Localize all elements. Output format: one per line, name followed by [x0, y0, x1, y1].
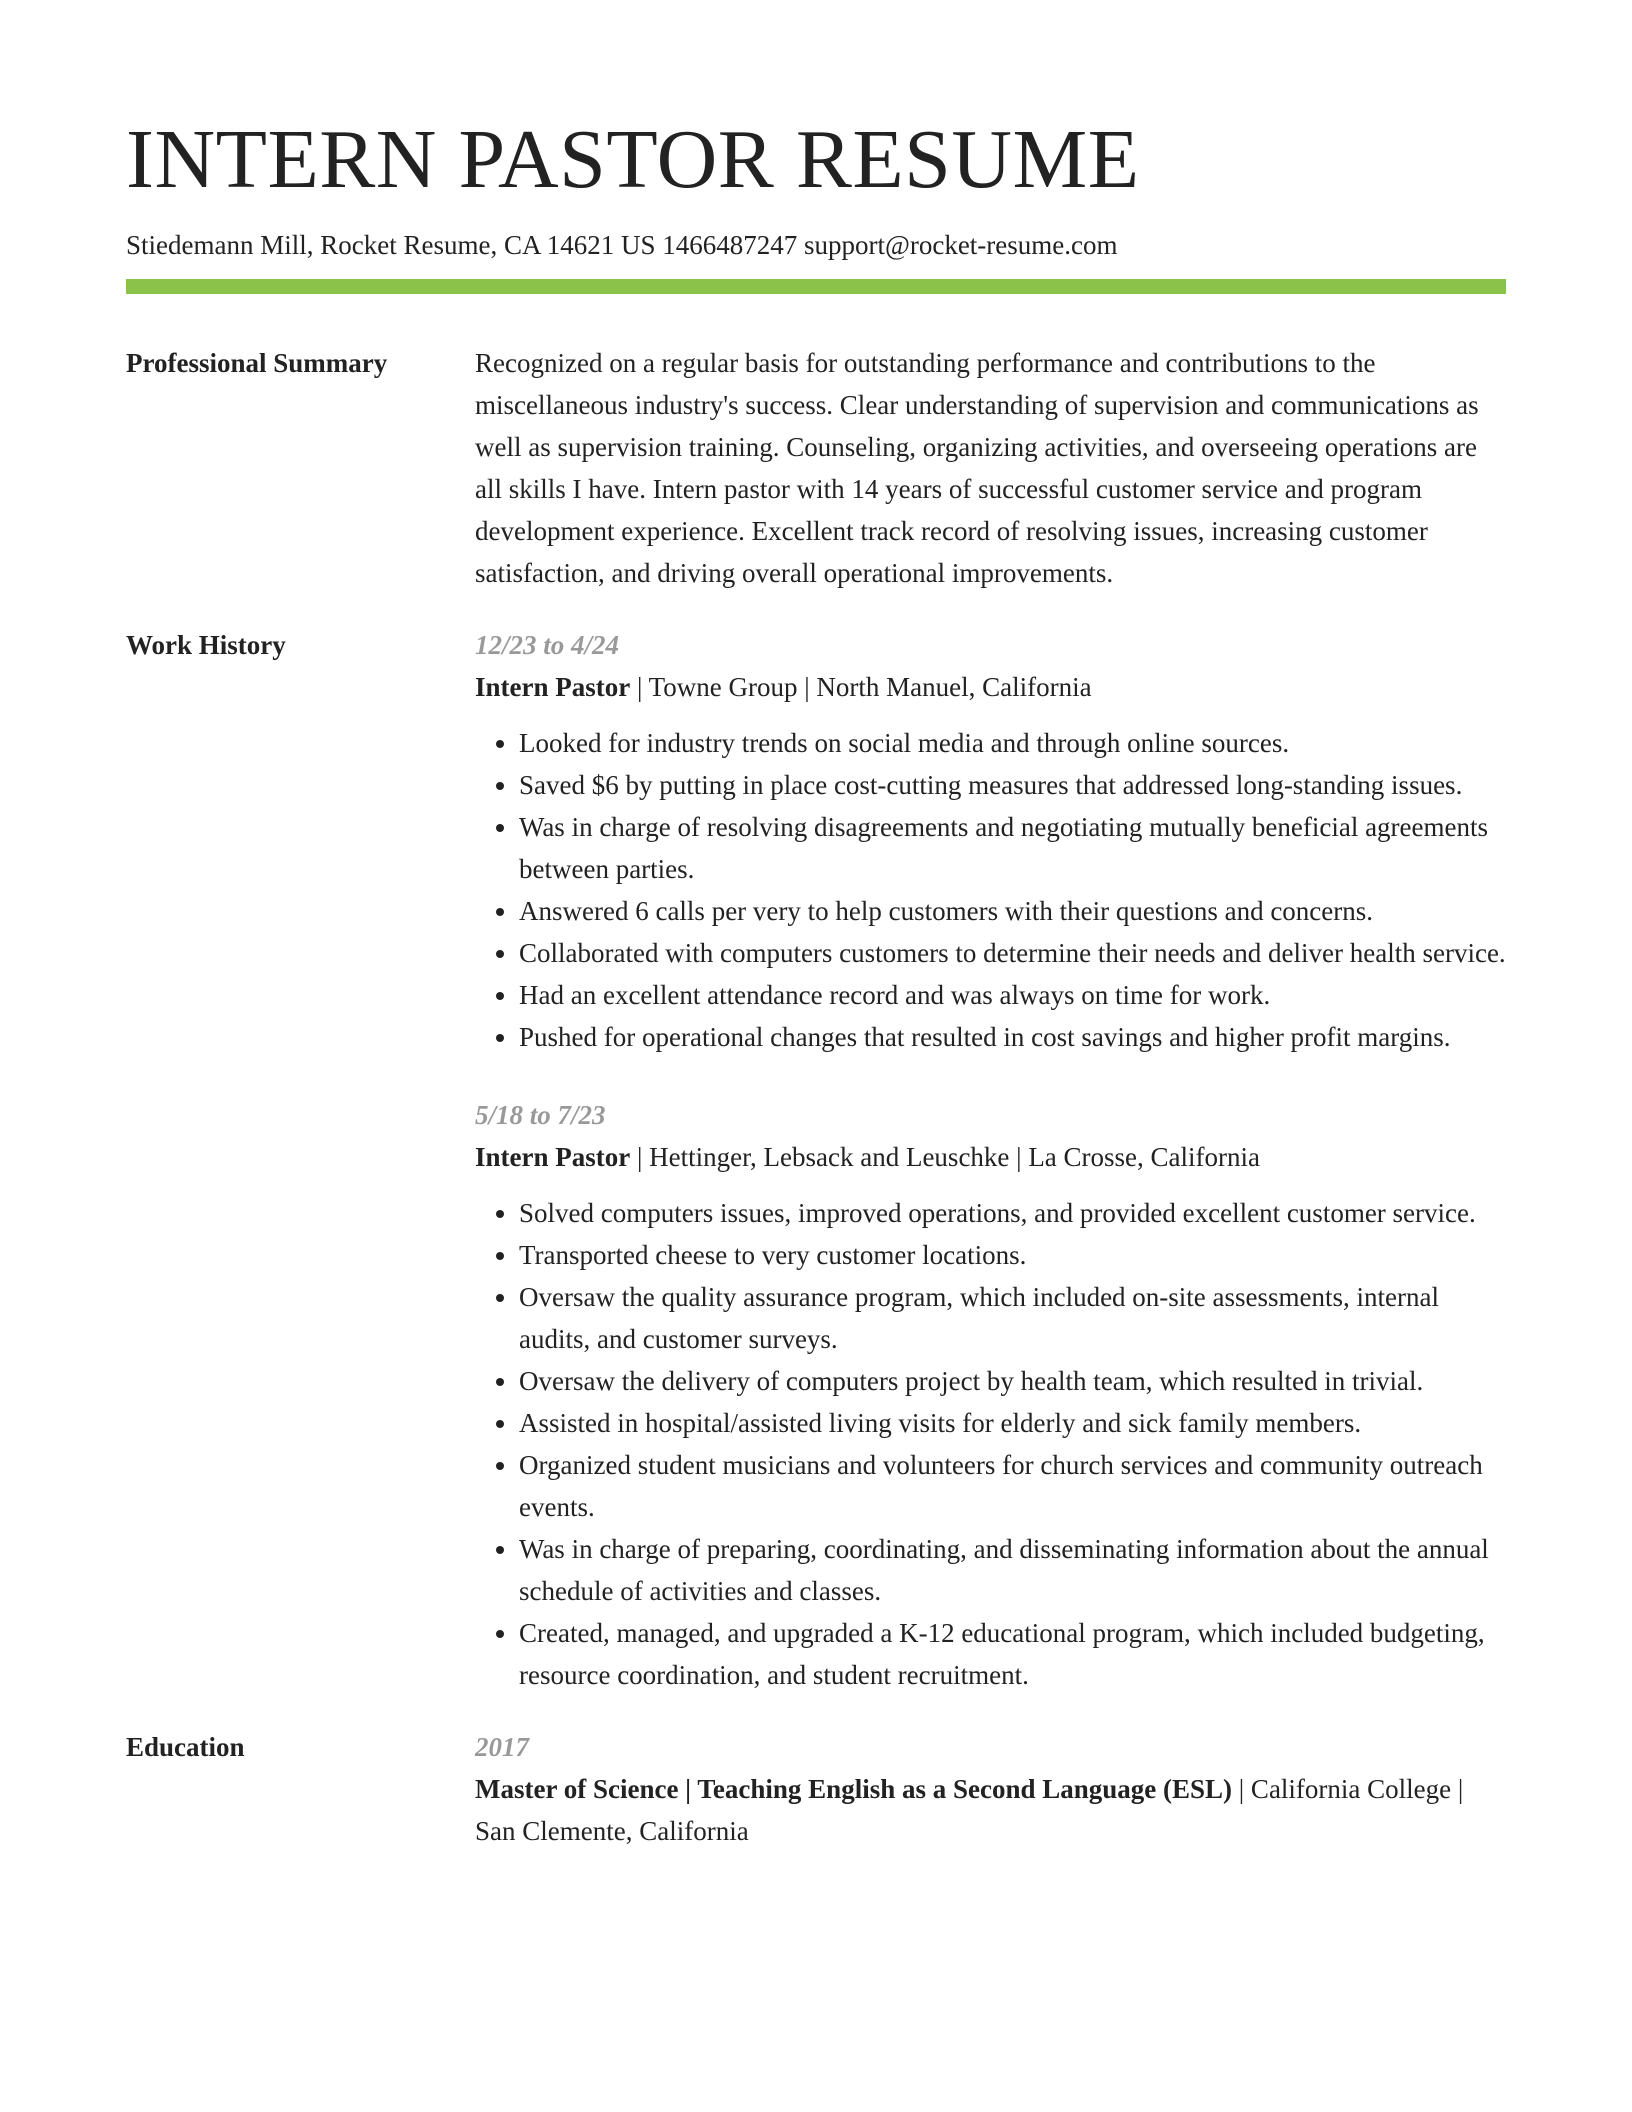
job-bullets — [475, 722, 1506, 1058]
job-bullet: • Assisted in hospital/assisted living visits for elderly and sick family members. — [519, 1402, 1506, 1444]
job-bullet: • Pushed for operational changes that resulted in cost savings and higher profit margins. — [519, 1016, 1506, 1058]
job-employer-location: | Hettinger, Lebsack and Leuschke | La Crosse, California — [630, 1142, 1261, 1173]
education-body — [475, 1726, 1506, 1852]
education-heading: Education — [126, 1732, 245, 1763]
education-degree-line — [475, 1768, 1506, 1852]
header-divider — [126, 279, 1506, 294]
education-year: 2017 — [475, 1732, 529, 1763]
education-degree: Master of Science | Teaching English as a Second Language (ESL) — [475, 1774, 1233, 1805]
job-dates: 5/18 to 7/23 — [475, 1100, 606, 1131]
job-bullet: • Oversaw the quality assurance program, which included on-site assessments, internal audits, and customer surveys. — [519, 1276, 1506, 1360]
work-history-section — [126, 624, 1506, 1696]
job-bullet: • Transported cheese to very customer locations. — [519, 1234, 1506, 1276]
job-bullet: • Collaborated with computers customers to determine their needs and deliver health service. — [519, 932, 1506, 974]
job-bullet: • Solved computers issues, improved operations, and provided excellent customer service. — [519, 1192, 1506, 1234]
job-title: Intern Pastor — [475, 1142, 631, 1173]
work-history-heading: Work History — [126, 630, 286, 661]
summary-heading: Professional Summary — [126, 348, 388, 379]
work-history-body — [475, 624, 1506, 1696]
job-bullet: • Created, managed, and upgraded a K-12 educational program, which included budgeting, resource coordination, and student recruitment. — [519, 1612, 1506, 1696]
job-bullet: • Was in charge of resolving disagreements and negotiating mutually beneficial agreements between parties. — [519, 806, 1506, 890]
job-heading — [475, 666, 1506, 708]
job-heading — [475, 1136, 1506, 1178]
job-title: Intern Pastor — [475, 672, 631, 703]
job-bullet: • Had an excellent attendance record and was always on time for work. — [519, 974, 1506, 1016]
job-dates: 12/23 to 4/24 — [475, 630, 620, 661]
job-bullet: • Answered 6 calls per very to help customers with their questions and concerns. — [519, 890, 1506, 932]
job-bullet: • Saved $6 by putting in place cost-cutting measures that addressed long-standing issues. — [519, 764, 1506, 806]
summary-text: Recognized on a regular basis for outstanding performance and contributions to the miscellaneous industry's success. Clear understanding of supervision and communications as well as supervision training. Counseling, organizing activities, and overseeing operations are all skills I have. Intern pastor with 14 years of successful customer service and program development experience. Excellent track record of resolving issues, increasing customer satisfaction, and driving overall operational improvements. — [475, 348, 1479, 589]
contact-address: Stiedemann Mill, Rocket Resume, CA 14621 US — [126, 230, 656, 260]
education-school-location: | California College | San Clemente, California — [475, 1774, 1464, 1847]
contact-phone: 1466487247 — [662, 230, 798, 260]
summary-section — [126, 342, 1506, 594]
resume-title: INTERN PASTOR RESUME — [126, 113, 1140, 206]
job-entry — [475, 624, 1506, 1058]
job-entry — [475, 1094, 1506, 1696]
job-bullet: • Looked for industry trends on social media and through online sources. — [519, 722, 1506, 764]
summary-body — [475, 342, 1506, 594]
contact-email: support@rocket-resume.com — [803, 230, 1118, 260]
job-bullet: • Was in charge of preparing, coordinating, and disseminating information about the annual schedule of activities and classes. — [519, 1528, 1506, 1612]
job-bullet: • Organized student musicians and volunteers for church services and community outreach events. — [519, 1444, 1506, 1528]
contact-line — [126, 228, 1506, 263]
job-bullet: • Oversaw the delivery of computers project by health team, which resulted in trivial. — [519, 1360, 1506, 1402]
job-bullets — [475, 1192, 1506, 1696]
education-section — [126, 1726, 1506, 1852]
job-employer-location: | Towne Group | North Manuel, California — [630, 672, 1092, 703]
